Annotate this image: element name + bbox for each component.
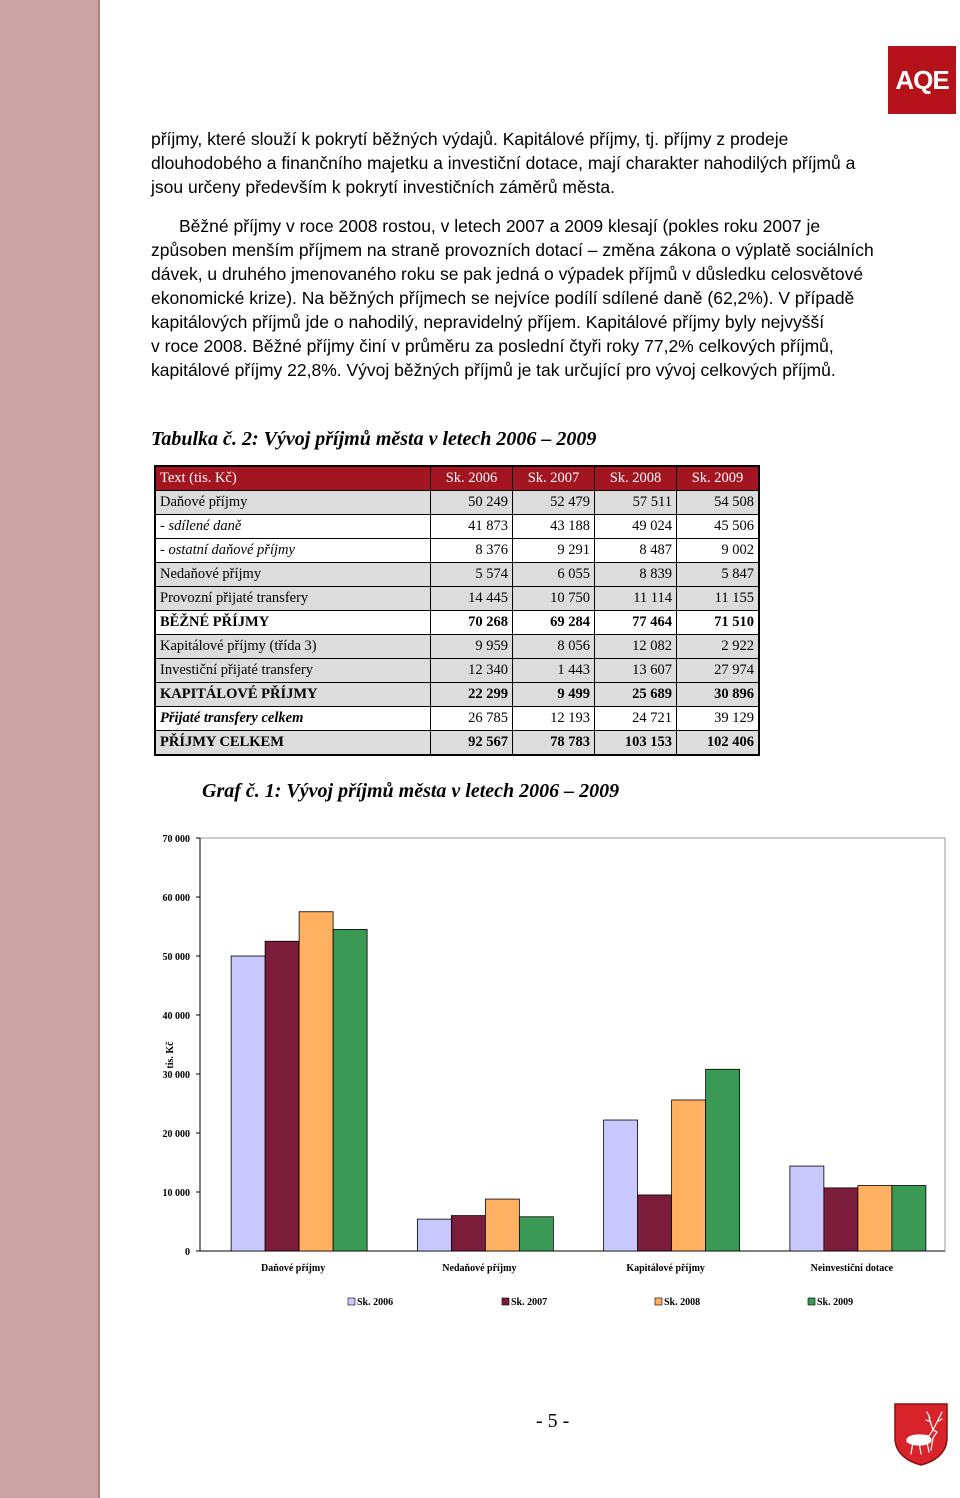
table-cell: 71 510 xyxy=(677,611,760,635)
table-cell: 45 506 xyxy=(677,515,760,539)
row-label: Investiční přijaté transfery xyxy=(155,659,431,683)
legend-swatch xyxy=(348,1298,355,1305)
table-cell: 1 443 xyxy=(513,659,595,683)
table-cell: 50 249 xyxy=(431,491,513,515)
row-label: - sdílené daně xyxy=(155,515,431,539)
table-cell: 5 574 xyxy=(431,563,513,587)
table-cell: 2 922 xyxy=(677,635,760,659)
table-cell: 92 567 xyxy=(431,731,513,756)
row-label: - ostatní daňové příjmy xyxy=(155,539,431,563)
row-label: Kapitálové příjmy (třída 3) xyxy=(155,635,431,659)
paragraph-line: dlouhodobého a finančního majetku a investiční dotace, mají charakter nahodilých příjmů a xyxy=(151,153,856,173)
table-cell: 49 024 xyxy=(595,515,677,539)
paragraph-line: kapitálových příjmů jde o nahodilý, nepravidelný příjem. Kapitálové příjmy byly nejvyšší xyxy=(151,312,825,332)
row-label: KAPITÁLOVÉ PŘÍJMY xyxy=(155,683,431,707)
y-tick-label: 30 000 xyxy=(162,1070,190,1081)
revenue-bar-chart xyxy=(140,820,960,1320)
chart-title: Graf č. 1: Vývoj příjmů města v letech 2006 – 2009 xyxy=(202,780,620,802)
table-cell: 30 896 xyxy=(677,683,760,707)
row-label: Přijaté transfery celkem xyxy=(155,707,431,731)
legend-label: Sk. 2009 xyxy=(817,1297,854,1308)
table-cell: 14 445 xyxy=(431,587,513,611)
row-label: Nedaňové příjmy xyxy=(155,563,431,587)
bar xyxy=(519,1217,553,1251)
paragraph-line: kapitálové příjmy 22,8%. Vývoj běžných příjmů je tak určující pro vývoj celkových příjmů. xyxy=(151,360,836,380)
bar xyxy=(417,1219,451,1251)
y-tick-label: 10 000 xyxy=(162,1188,190,1199)
table-cell: 8 376 xyxy=(431,539,513,563)
bar xyxy=(858,1186,892,1251)
y-tick-label: 50 000 xyxy=(162,952,190,963)
bar xyxy=(790,1166,824,1251)
table-cell: 69 284 xyxy=(513,611,595,635)
paragraph-1 xyxy=(151,127,959,199)
table-row xyxy=(155,707,759,731)
table-cell: 52 479 xyxy=(513,491,595,515)
table-cell: 9 291 xyxy=(513,539,595,563)
table-row xyxy=(155,731,759,756)
bar xyxy=(451,1216,485,1251)
bar xyxy=(638,1195,672,1251)
page-margin-bar xyxy=(0,0,100,1498)
y-tick-label: 60 000 xyxy=(162,893,190,904)
town-emblem-icon xyxy=(893,1402,949,1466)
legend-swatch xyxy=(655,1298,662,1305)
table-cell: 70 268 xyxy=(431,611,513,635)
y-tick-label: 20 000 xyxy=(162,1129,190,1140)
legend-label: Sk. 2007 xyxy=(511,1297,548,1308)
table-cell: 57 511 xyxy=(595,491,677,515)
table-cell: 78 783 xyxy=(513,731,595,756)
paragraph-line: jsou určeny především k pokrytí investičních záměrů města. xyxy=(151,177,615,197)
table-row xyxy=(155,539,759,563)
row-label: BĚŽNÉ PŘÍJMY xyxy=(155,611,431,635)
table-header-cell: Sk. 2008 xyxy=(595,466,677,491)
table-cell: 12 340 xyxy=(431,659,513,683)
table-row xyxy=(155,563,759,587)
row-label: PŘÍJMY CELKEM xyxy=(155,731,431,756)
table-header-cell: Sk. 2006 xyxy=(431,466,513,491)
table-cell: 103 153 xyxy=(595,731,677,756)
paragraph-line: příjmy, které slouží k pokrytí běžných výdajů. Kapitálové příjmy, tj. příjmy z prodeje xyxy=(151,129,789,149)
table-cell: 9 002 xyxy=(677,539,760,563)
table-cell: 12 082 xyxy=(595,635,677,659)
table-cell: 12 193 xyxy=(513,707,595,731)
table-cell: 39 129 xyxy=(677,707,760,731)
table-cell: 77 464 xyxy=(595,611,677,635)
legend-label: Sk. 2006 xyxy=(357,1297,394,1308)
table-cell: 9 499 xyxy=(513,683,595,707)
bar xyxy=(892,1186,926,1251)
table-header-cell: Sk. 2009 xyxy=(677,466,760,491)
bar xyxy=(706,1069,740,1251)
table-cell: 11 155 xyxy=(677,587,760,611)
bar xyxy=(672,1100,706,1251)
bar xyxy=(485,1199,519,1251)
table-cell: 8 487 xyxy=(595,539,677,563)
paragraph-line: v roce 2008. Běžné příjmy činí v průměru za poslední čtyři roky 77,2% celkových příjmů, xyxy=(151,336,834,356)
legend-swatch xyxy=(808,1298,815,1305)
table-header-row xyxy=(155,466,759,491)
bar xyxy=(824,1188,858,1251)
paragraph-2 xyxy=(151,214,959,382)
bar xyxy=(299,912,333,1251)
table-cell: 22 299 xyxy=(431,683,513,707)
table-cell: 27 974 xyxy=(677,659,760,683)
table-cell: 6 055 xyxy=(513,563,595,587)
bar xyxy=(333,929,367,1251)
y-axis-label: tis. Kč xyxy=(165,1041,176,1069)
table-row xyxy=(155,635,759,659)
paragraph-line: ekonomické krize). Na běžných příjmech se nejvíce podílí sdílené daně (62,2%). V případě xyxy=(151,288,855,308)
table-title: Tabulka č. 2: Vývoj příjmů města v letech 2006 – 2009 xyxy=(151,428,597,450)
table-cell: 8 839 xyxy=(595,563,677,587)
x-category-label: Neinvestiční dotace xyxy=(810,1263,894,1274)
table-cell: 8 056 xyxy=(513,635,595,659)
row-label: Provozní přijaté transfery xyxy=(155,587,431,611)
page-number: - 5 - xyxy=(536,1410,570,1432)
table-row xyxy=(155,515,759,539)
table-cell: 5 847 xyxy=(677,563,760,587)
x-category-label: Nedaňové příjmy xyxy=(442,1263,517,1274)
x-category-label: Kapitálové příjmy xyxy=(626,1263,705,1274)
paragraph-line: způsoben menším příjmem na straně provozních dotací – změna zákona o výplatě sociálních xyxy=(151,240,874,260)
paragraph-line: dávek, u druhého jmenovaného roku se pak jedná o výpadek příjmů v důsledku celosvětové xyxy=(151,264,864,284)
table-header-cell: Text (tis. Kč) xyxy=(155,466,431,491)
table-cell: 13 607 xyxy=(595,659,677,683)
bar xyxy=(265,941,299,1251)
table-cell: 43 188 xyxy=(513,515,595,539)
legend-swatch xyxy=(502,1298,509,1305)
row-label: Daňové příjmy xyxy=(155,491,431,515)
table-cell: 25 689 xyxy=(595,683,677,707)
revenue-table xyxy=(154,465,760,756)
table-cell: 10 750 xyxy=(513,587,595,611)
table-cell: 24 721 xyxy=(595,707,677,731)
legend-label: Sk. 2008 xyxy=(664,1297,701,1308)
table-header-cell: Sk. 2007 xyxy=(513,466,595,491)
bar xyxy=(604,1120,638,1251)
y-tick-label: 40 000 xyxy=(162,1011,190,1022)
table-cell: 26 785 xyxy=(431,707,513,731)
aqe-logo: AQE xyxy=(888,46,956,114)
table-row xyxy=(155,659,759,683)
x-category-label: Daňové příjmy xyxy=(261,1263,326,1274)
table-row xyxy=(155,611,759,635)
y-tick-label: 70 000 xyxy=(162,834,190,845)
table-cell: 102 406 xyxy=(677,731,760,756)
table-row xyxy=(155,587,759,611)
table-row xyxy=(155,683,759,707)
table-cell: 9 959 xyxy=(431,635,513,659)
table-cell: 54 508 xyxy=(677,491,760,515)
table-cell: 11 114 xyxy=(595,587,677,611)
table-row xyxy=(155,491,759,515)
bar xyxy=(231,956,265,1251)
paragraph-line: Běžné příjmy v roce 2008 rostou, v letech 2007 a 2009 klesají (pokles roku 2007 je xyxy=(179,216,821,236)
table-cell: 41 873 xyxy=(431,515,513,539)
y-tick-label: 0 xyxy=(185,1247,190,1258)
